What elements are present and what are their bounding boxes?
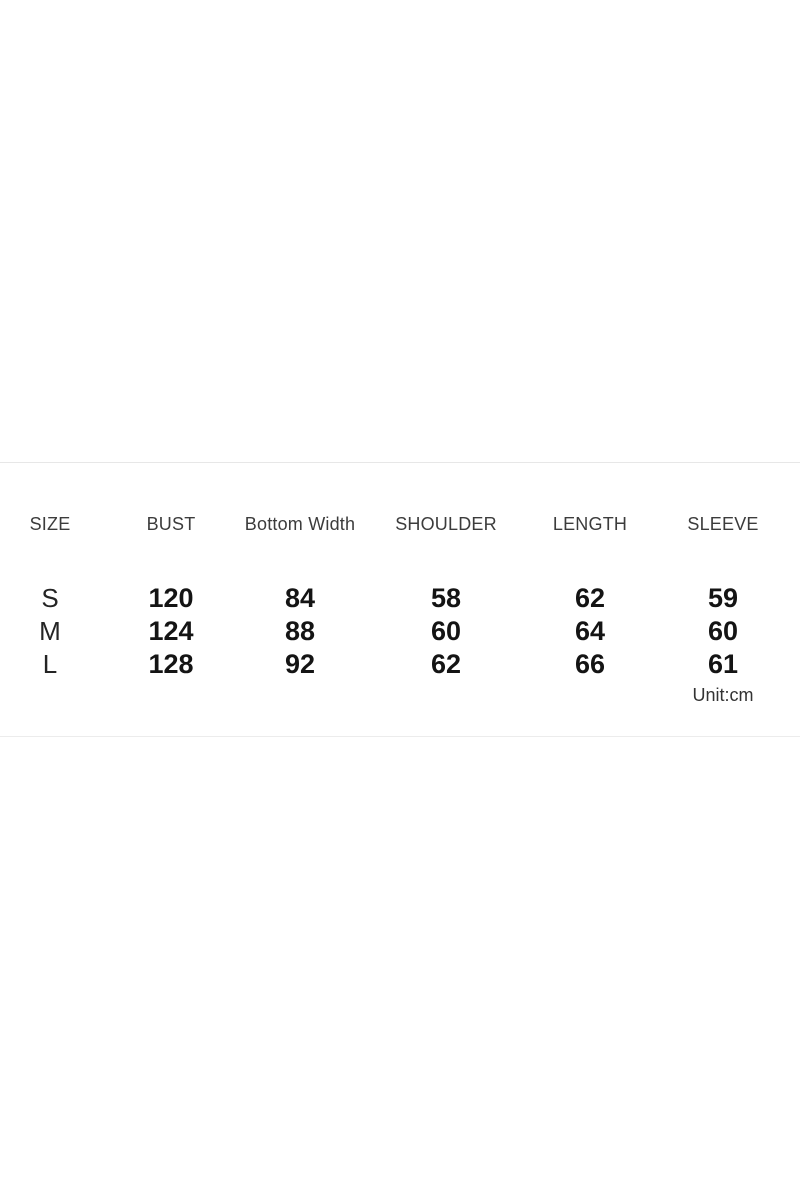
length-value-l: 66 xyxy=(574,649,606,679)
bust-value-l: 128 xyxy=(148,649,194,679)
sleeve-value-s: 59 xyxy=(707,583,739,613)
table-header-row xyxy=(0,514,800,534)
bottom-width-value-s: 84 xyxy=(284,583,316,613)
bottom-width-value-l: 92 xyxy=(284,649,316,679)
column-header-sleeve: SLEEVE xyxy=(687,514,759,534)
size-label-s: S xyxy=(41,583,59,613)
unit-note: Unit:cm xyxy=(692,685,754,705)
unit-note-row xyxy=(0,685,800,705)
column-header-shoulder: SHOULDER xyxy=(395,514,497,534)
shoulder-value-m: 60 xyxy=(430,616,462,646)
size-label-l: L xyxy=(42,649,58,679)
table-row-m xyxy=(0,615,800,648)
bust-value-m: 124 xyxy=(148,616,194,646)
column-header-length: LENGTH xyxy=(552,514,628,534)
sleeve-value-l: 61 xyxy=(707,649,739,679)
table-row-l xyxy=(0,648,800,681)
column-header-size: SIZE xyxy=(29,514,71,534)
size-label-m: M xyxy=(39,616,61,646)
table-body xyxy=(0,582,800,681)
length-value-m: 64 xyxy=(574,616,606,646)
shoulder-value-s: 58 xyxy=(430,583,462,613)
column-header-bust: BUST xyxy=(146,514,196,534)
column-header-bottom-width: Bottom Width xyxy=(244,514,356,534)
table-row-s xyxy=(0,582,800,615)
size-chart-table xyxy=(0,462,800,737)
blank-area-top xyxy=(0,0,800,462)
bottom-width-value-m: 88 xyxy=(284,616,316,646)
bust-value-s: 120 xyxy=(148,583,194,613)
shoulder-value-l: 62 xyxy=(430,649,462,679)
length-value-s: 62 xyxy=(574,583,606,613)
sleeve-value-m: 60 xyxy=(707,616,739,646)
